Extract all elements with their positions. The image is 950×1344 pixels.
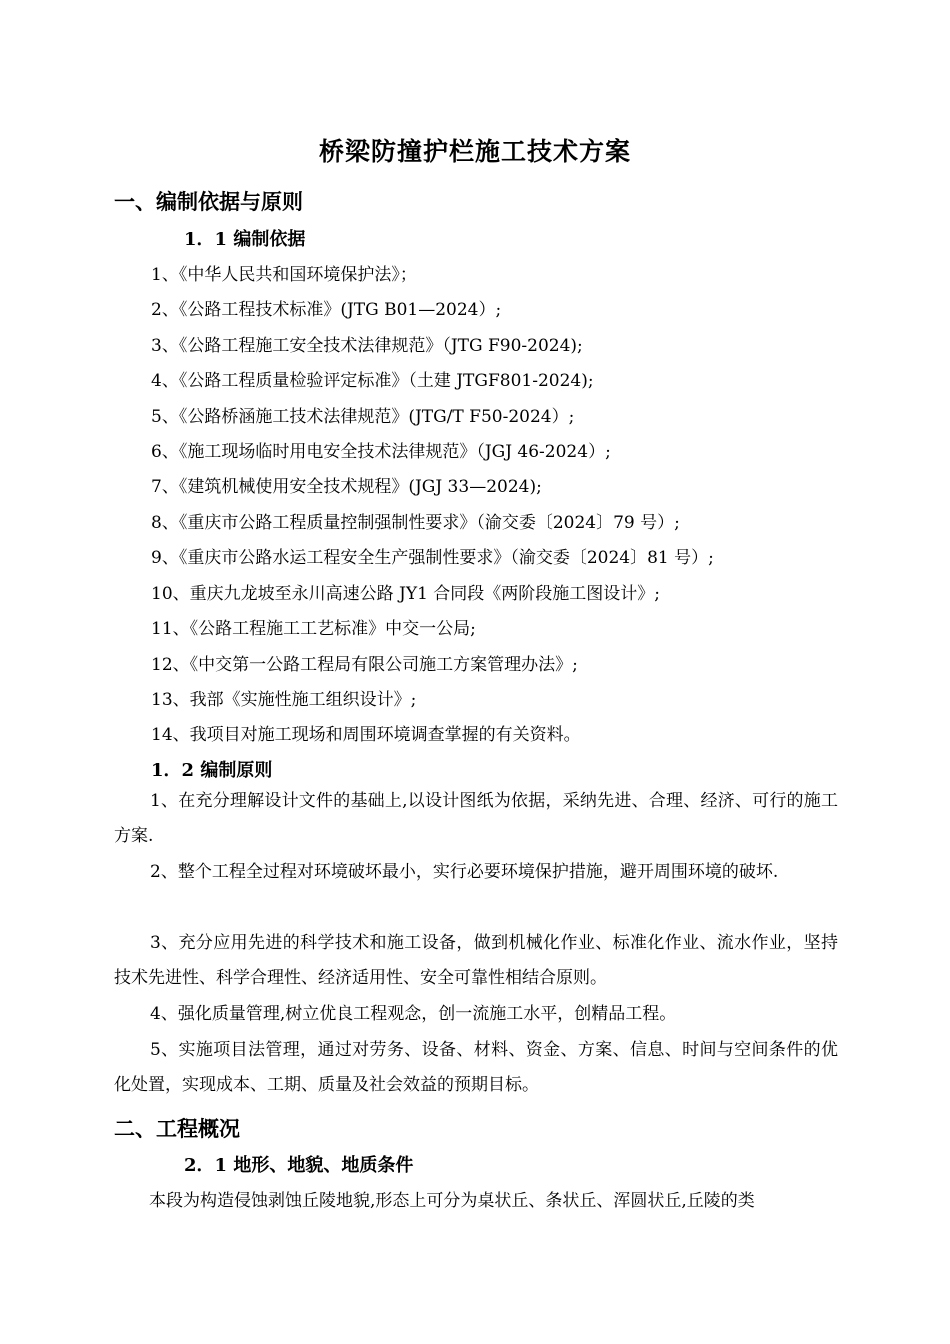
basis-item: 5、《公路桥涵施工技术法律规范》(JTG/T F50-2024）; — [151, 407, 575, 427]
principle-paragraph: 3、充分应用先进的科学技术和施工设备，做到机械化作业、标准化作业、流水作业，坚持技术先进性、科学合理性、经济适用性、安全可靠性相结合原则。 — [114, 933, 838, 988]
principle-paragraph: 1、在充分理解设计文件的基础上,以设计图纸为依据，采纳先进、合理、经济、可行的施工方案. — [114, 791, 838, 846]
basis-item: 1、《中华人民共和国环境保护法》； — [151, 265, 417, 285]
document-title: 桥梁防撞护栏施工技术方案 — [318, 137, 631, 166]
basis-item: 3、《公路工程施工安全技术法律规范》（JTG F90-2024); — [151, 336, 583, 356]
basis-item: 7、《建筑机械使用安全技术规程》(JGJ 33—2024); — [151, 477, 542, 497]
basis-item: 12、《中交第一公路工程局有限公司施工方案管理办法》; — [151, 655, 578, 675]
principle-paragraph: 5、实施项目法管理，通过对劳务、设备、材料、资金、方案、信息、时间与空间条件的优化处置，实现成本、工期、质量及社会效益的预期目标。 — [114, 1040, 838, 1095]
subsection-heading-1-2: 1．2 编制原则 — [151, 760, 273, 781]
basis-item: 11、《公路工程施工工艺标准》中交一公局; — [151, 619, 476, 639]
principle-paragraph: 2、整个工程全过程对环境破坏最小，实行必要环境保护措施，避开周围环境的破坏. — [150, 862, 779, 882]
section-heading-2: 二、工程概况 — [114, 1116, 240, 1141]
basis-item: 13、我部《实施性施工组织设计》; — [151, 690, 417, 710]
principle-paragraph: 4、强化质量管理,树立优良工程观念，创一流施工水平，创精品工程。 — [150, 1004, 677, 1024]
basis-item: 10、重庆九龙坡至永川高速公路 JY1 合同段《两阶段施工图设计》; — [151, 584, 661, 604]
basis-item: 6、《施工现场临时用电安全技术法律规范》（JGJ 46-2024）; — [151, 442, 611, 462]
subsection-heading-2-1: 2．1 地形、地貌、地质条件 — [184, 1155, 414, 1176]
basis-item: 8、《重庆市公路工程质量控制强制性要求》（渝交委〔2024〕79 号）; — [151, 513, 680, 533]
basis-item: 14、我项目对施工现场和周围环境调查掌握的有关资料。 — [151, 725, 581, 745]
basis-item: 2、《公路工程技术标准》(JTG B01—2024）; — [151, 300, 502, 320]
basis-item: 9、《重庆市公路水运工程安全生产强制性要求》（渝交委〔2024〕81 号）; — [151, 548, 714, 568]
subsection-heading-1-1: 1．1 编制依据 — [184, 229, 306, 250]
section-heading-1: 一、编制依据与原则 — [114, 189, 303, 214]
terrain-paragraph: 本段为构造侵蚀剥蚀丘陵地貌,形态上可分为桌状丘、条状丘、浑圆状丘,丘陵的类 — [149, 1191, 755, 1211]
basis-item: 4、《公路工程质量检验评定标准》（土建 JTGF801-2024); — [151, 371, 594, 391]
